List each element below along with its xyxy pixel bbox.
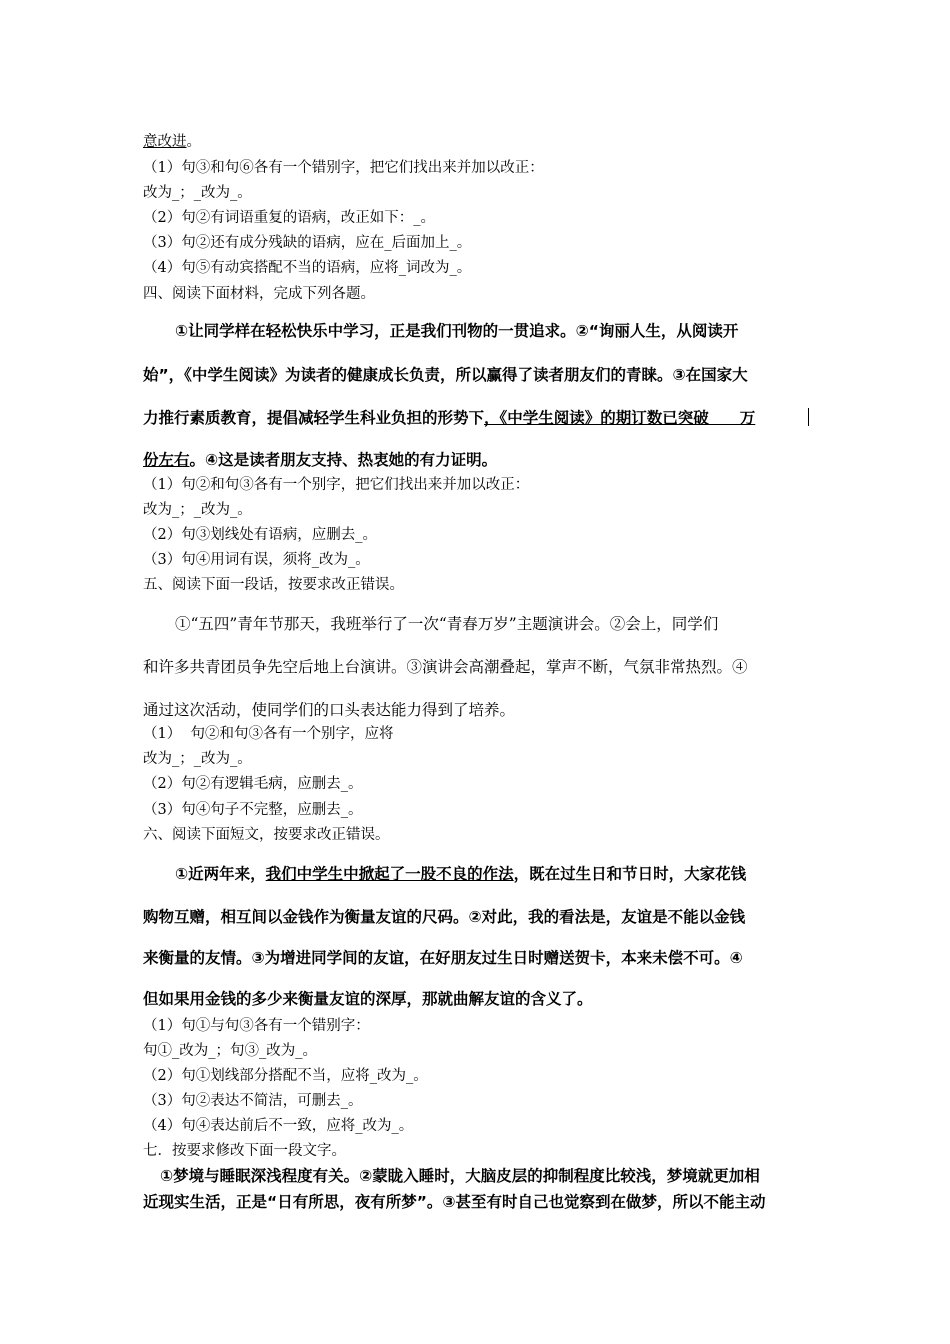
passage-line: 近现实生活，正是“日有所思，夜有所梦”。③甚至有时自己也觉察到在做梦，所以不能主动	[143, 1193, 766, 1211]
passage-line: 始”，《中学生阅读》为读者的健康成长负责，所以赢得了读者朋友们的青睐。③在国家大	[143, 366, 748, 384]
passage-line: 来衡量的友情。③为增进同学间的友谊，在好朋友过生日时赠送贺卡，本来未偿不可。④	[143, 949, 743, 967]
question-1: （1） 句②和句③各有一个别字，应将	[143, 726, 394, 742]
text-fragment: 。	[186, 134, 201, 150]
answer-line: 句①_改为_；句③_改为_。	[143, 1043, 317, 1059]
underlined-phrase: ，《中学生阅读》的期订数已突破 万	[484, 409, 756, 427]
question-3: （3）句④句子不完整，应删去_。	[143, 802, 363, 818]
question-1: （1）句①与句③各有一个错别字：	[143, 1018, 370, 1034]
passage-line: ①“五四”青年节那天，我班举行了一次“青春万岁”主题演讲会。②会上，同学们	[175, 615, 719, 633]
passage-line: 购物互赠，相互间以金钱作为衡量友谊的尺码。②对此，我的看法是，友谊是不能以金钱	[143, 908, 746, 926]
passage-line	[143, 450, 497, 470]
question-2: （2）句②有词语重复的语病，改正如下：_。	[143, 210, 435, 226]
passage-line	[175, 864, 746, 884]
passage-line: 但如果用金钱的多少来衡量友谊的深厚，那就曲解友谊的含义了。	[143, 990, 593, 1008]
question-3: （3）句②表达不简洁，可删去_。	[143, 1093, 363, 1109]
text-fragment: ，既在过生日和节日时，大家花钱	[513, 865, 747, 883]
question-4: （4）句④表达前后不一致，应将_改为_。	[143, 1118, 414, 1134]
answer-line: 改为_；_改为_。	[143, 185, 252, 201]
section-heading-7: 七．按要求修改下面一段文字。	[143, 1143, 346, 1159]
passage-line: 通过这次活动，使同学们的口头表达能力得到了培养。	[143, 701, 516, 719]
section-heading-5: 五、阅读下面一段话，按要求改正错误。	[143, 577, 404, 593]
passage-line: ①让同学样在轻松快乐中学习，正是我们刊物的一贯追求。②“询丽人生，从阅读开	[175, 322, 739, 340]
question-2: （2）句①划线部分搭配不当，应将_改为_。	[143, 1068, 428, 1084]
text-fragment: 力推行素质教育，提倡减轻学生科业负担的形势下	[143, 409, 485, 427]
answer-line: 改为_；_改为_。	[143, 502, 252, 518]
question-4: （4）句⑤有动宾搭配不当的语病，应将_词改为_。	[143, 260, 472, 276]
question-2: （2）句③划线处有语病，应删去_。	[143, 527, 377, 543]
underlined-phrase: 我们中学生中掀起了一股不良的作法	[265, 865, 514, 883]
question-3: （3）句②还有成分残缺的语病，应在_后面加上_。	[143, 235, 472, 251]
question-3: （3）句④用词有误，须将_改为_。	[143, 552, 370, 568]
text-cursor-mark	[808, 408, 809, 426]
section-heading-6: 六、阅读下面短文，按要求改正错误。	[143, 827, 390, 843]
passage-line: ①梦境与睡眠深浅程度有关。②蒙眬入睡时，大脑皮层的抑制程度比较浅，梦境就更加相	[160, 1167, 760, 1185]
underlined-phrase: 意改进	[143, 134, 187, 150]
section-heading-4: 四、阅读下面材料，完成下列各题。	[143, 286, 375, 302]
text-fragment: 。④这是读者朋友支持、热衷她的有力证明。	[189, 451, 498, 469]
underlined-phrase: 份左右	[143, 451, 190, 469]
question-1: （1）句③和句⑥各有一个错别字，把它们找出来并加以改正：	[143, 160, 544, 176]
text-line	[143, 132, 201, 152]
question-1: （1）句②和句③各有一个别字，把它们找出来并加以改正：	[143, 477, 530, 493]
answer-line: 改为_；_改为_。	[143, 751, 252, 767]
passage-line	[143, 408, 755, 428]
text-fragment: ①近两年来，	[175, 865, 266, 883]
passage-line: 和许多共青团员争先空后地上台演讲。③演讲会高潮叠起，掌声不断，气氛非常热烈。④	[143, 658, 748, 676]
question-2: （2）句②有逻辑毛病，应删去_。	[143, 776, 363, 792]
